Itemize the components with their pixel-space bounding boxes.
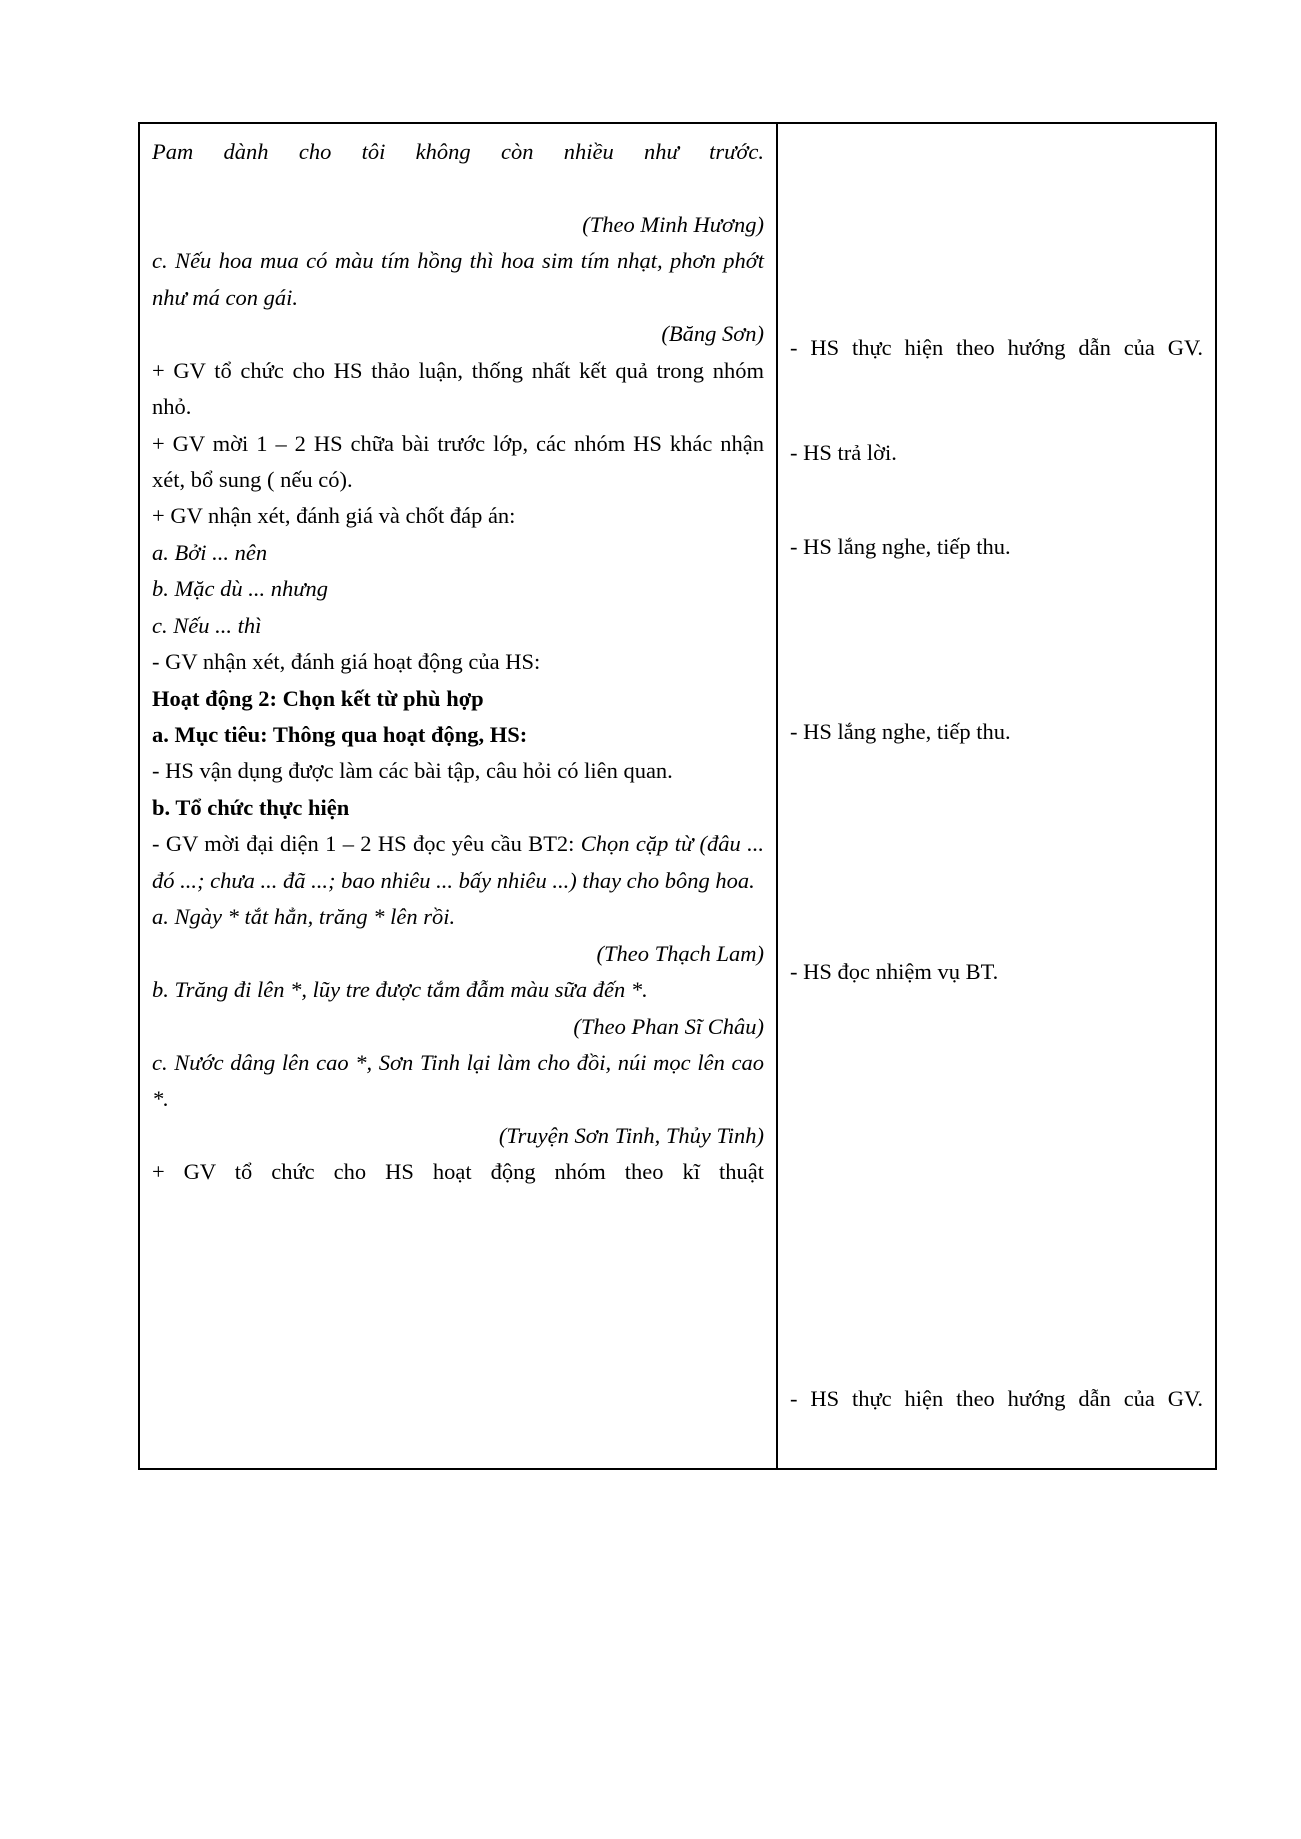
paragraph-bt2-instruction: [152, 826, 764, 899]
spacer-3: [790, 471, 1203, 529]
paragraph-gv-nhan-xet: + GV nhận xét, đánh giá và chốt đáp án:: [152, 503, 516, 529]
citation-minh-huong: (Theo Minh Hương): [582, 211, 764, 237]
paragraph-gv-to-chuc-nhom: + GV tổ chức cho HS hoạt động nhóm theo kĩ thuật: [152, 1159, 764, 1185]
response-hs-lang-nghe-1: - HS lắng nghe, tiếp thu.: [790, 534, 1011, 560]
answer-b: b. Mặc dù ... nhưng: [152, 576, 329, 602]
paragraph-gv-danh-gia: - GV nhận xét, đánh giá hoạt động của HS:: [152, 649, 541, 675]
citation-phan-si-chau: (Theo Phan Sĩ Châu): [573, 1013, 764, 1039]
paragraph-item-c: c. Nếu hoa mua có màu tím hồng thì hoa sim tím nhạt, phơn phớt như má con gái.: [152, 248, 764, 310]
table-row: [139, 123, 1216, 1469]
paragraph-pam-line: Pam dành cho tôi không còn nhiều như trước.: [152, 139, 764, 164]
right-column-cell: [777, 123, 1216, 1469]
citation-thach-lam: (Theo Thạch Lam): [596, 940, 764, 966]
spacer-6: [790, 991, 1203, 1381]
paragraph-gv-thao-luan: + GV tổ chức cho HS thảo luận, thống nhất kết quả trong nhóm nhỏ.: [152, 357, 764, 420]
response-hs-tra-loi: - HS trả lời.: [790, 439, 897, 465]
response-hs-thuc-hien-2: - HS thực hiện theo hướng dẫn của GV.: [790, 1385, 1203, 1411]
paragraph-hs-van-dung: - HS vận dụng được làm các bài tập, câu hỏi có liên quan.: [152, 758, 673, 784]
exercise-b: b. Trăng đi lên *, lũy tre được tắm đẫm màu sữa đến *.: [152, 977, 648, 1003]
bt2-italic-text: Chọn cặp từ (đâu ... đó ...; chưa ... đã ...; bao nhiêu ... bấy nhiêu ...) thay cho bông hoa.: [152, 831, 765, 893]
response-hs-thuc-hien-1: - HS thực hiện theo hướng dẫn của GV.: [790, 335, 1203, 360]
response-hs-lang-nghe-2: - HS lắng nghe, tiếp thu.: [790, 718, 1011, 744]
lesson-plan-table: [138, 122, 1217, 1470]
answer-a: a. Bởi ... nên: [152, 539, 268, 565]
answer-c: c. Nếu ... thì: [152, 612, 262, 638]
paragraph-gv-moi-hs: + GV mời 1 – 2 HS chữa bài trước lớp, các nhóm HS khác nhận xét, bổ sung ( nếu có).: [152, 430, 764, 492]
response-hs-doc-nhiem-vu: - HS đọc nhiệm vụ BT.: [790, 959, 999, 985]
exercise-c: c. Nước dâng lên cao *, Sơn Tinh lại làm cho đồi, núi mọc lên cao *.: [152, 1049, 764, 1112]
spacer-1: [790, 134, 1203, 330]
bt2-lead-text: - GV mời đại diện 1 – 2 HS đọc yêu cầu BT2:: [152, 831, 581, 857]
citation-son-tinh-thuy-tinh: (Truyện Sơn Tinh, Thủy Tinh): [498, 1122, 764, 1148]
spacer-2: [790, 403, 1203, 435]
heading-hoat-dong-2: Hoạt động 2: Chọn kết từ phù hợp: [152, 685, 484, 711]
heading-to-chuc-thuc-hien: b. Tổ chức thực hiện: [152, 794, 350, 820]
spacer-5: [790, 750, 1203, 954]
left-column-cell: [139, 123, 777, 1469]
citation-bang-son: (Băng Sơn): [661, 321, 764, 347]
heading-muc-tieu: a. Mục tiêu: Thông qua hoạt động, HS:: [152, 722, 528, 747]
spacer-4: [790, 566, 1203, 714]
exercise-a: a. Ngày * tắt hẳn, trăng * lên rồi.: [152, 904, 456, 930]
